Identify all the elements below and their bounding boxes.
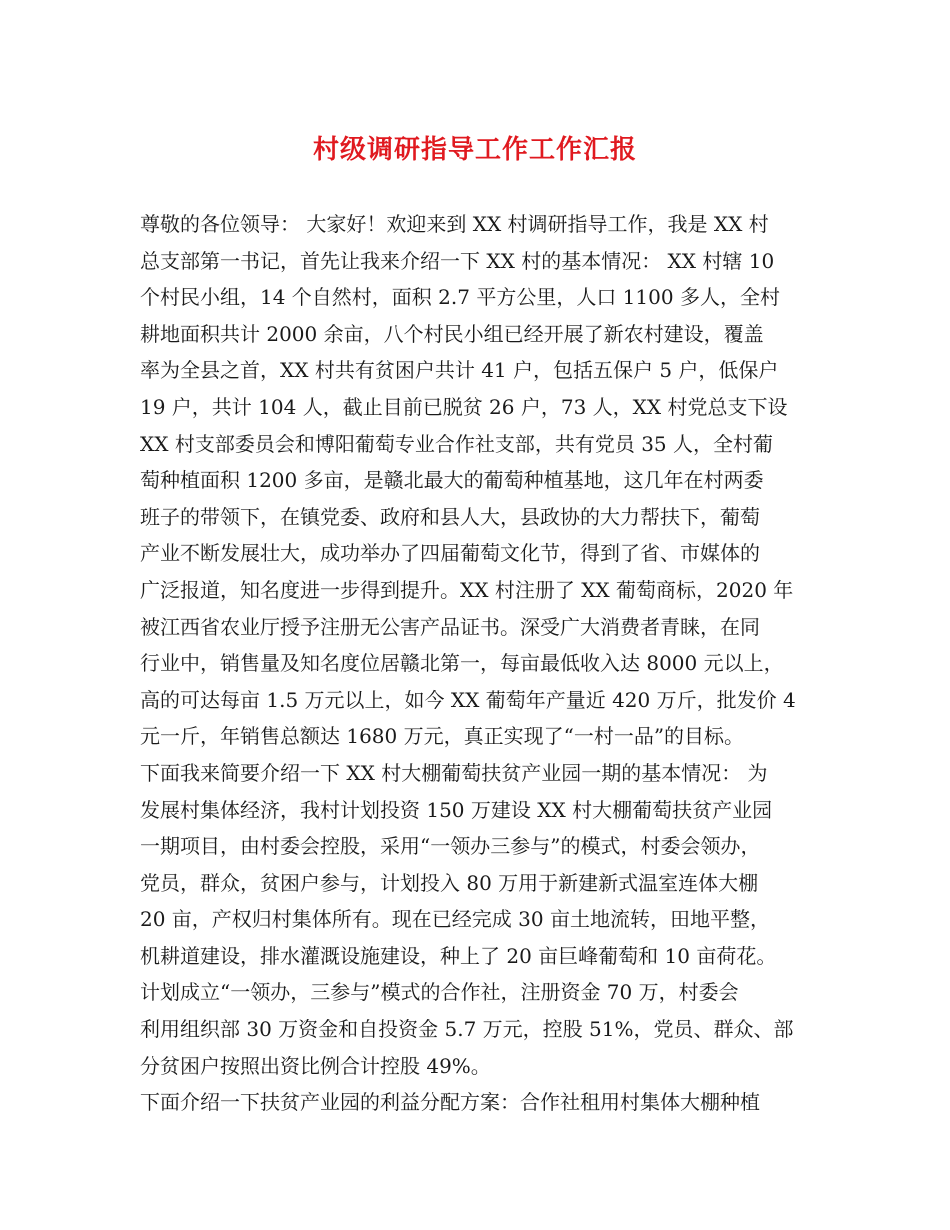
body-line: 行业中，销售量及知名度位居赣北第一，每亩最低收入达 8000 元以上，: [140, 651, 784, 676]
body-line: 机耕道建设，排水灌溉设施建设，种上了 20 亩巨峰葡萄和 10 亩荷花。: [140, 943, 777, 968]
body-line: XX 村支部委员会和博阳葡萄专业合作社支部，共有党员 35 人，全村葡: [140, 431, 773, 456]
body-line: 个村民小组，14 个自然村，面积 2.7 平方公里，人口 1100 多人，全村: [140, 285, 780, 310]
body-line: 党员，群众，贫困户参与，计划投入 80 万用于新建新式温室连体大棚: [140, 870, 759, 895]
body-line: 20 亩，产权归村集体所有。现在已经完成 30 亩土地流转，田地平整，: [140, 907, 770, 932]
body-line: 19 户，共计 104 人，截止目前已脱贫 26 户，73 人，XX 村党总支下设: [140, 394, 788, 419]
body-line: 产业不断发展壮大，成功举办了四届葡萄文化节，得到了省、市媒体的: [140, 541, 760, 566]
body-line: 尊敬的各位领导： 大家好！欢迎来到 XX 村调研指导工作，我是 XX 村: [140, 212, 769, 236]
body-line: 高的可达每亩 1.5 万元以上，如今 XX 葡萄年产量近 420 万斤，批发价 4: [140, 687, 796, 712]
body-line: 班子的带领下，在镇党委、政府和县人大，县政协的大力帮扶下，葡萄: [140, 504, 760, 529]
document-title: 村级调研指导工作工作汇报: [312, 135, 637, 165]
body-line: 广泛报道，知名度进一步得到提升。XX 村注册了 XX 葡萄商标，2020 年: [140, 577, 794, 602]
body-line: 被江西省农业厅授予注册无公害产品证书。深受广大消费者青睐，在同: [140, 614, 760, 639]
body-line: 利用组织部 30 万资金和自投资金 5.7 万元，控股 51%，党员、群众、部: [140, 1017, 794, 1042]
body-line: 下面我来简要介绍一下 XX 村大棚葡萄扶贫产业园一期的基本情况： 为: [140, 760, 768, 785]
body-line: 发展村集体经济，我村计划投资 150 万建设 XX 村大棚葡萄扶贫产业园: [140, 797, 773, 822]
body-line: 元一斤，年销售总额达 1680 万元，真正实现了“一村一品”的目标。: [140, 724, 745, 749]
document-body: [140, 206, 815, 1121]
body-line: 分贫困户按照出资比例合计控股 49%。: [140, 1053, 491, 1078]
body-line: 计划成立“一领办，三参与”模式的合作社，注册资金 70 万，村委会: [140, 980, 739, 1005]
body-line: 一期项目，由村委会控股，采用“一领办三参与”的模式，村委会领办，: [140, 834, 761, 859]
body-line: 下面介绍一下扶贫产业园的利益分配方案：合作社租用村集体大棚种植: [140, 1090, 760, 1115]
body-line: 萄种植面积 1200 多亩，是赣北最大的葡萄种植基地，这几年在村两委: [140, 468, 764, 493]
body-line: 率为全县之首，XX 村共有贫困户共计 41 户，包括五保户 5 户，低保户: [140, 358, 779, 383]
body-line: 耕地面积共计 2000 余亩，八个村民小组已经开展了新农村建设，覆盖: [140, 321, 764, 346]
body-line: 总支部第一书记，首先让我来介绍一下 XX 村的基本情况： XX 村辖 10: [140, 248, 775, 273]
